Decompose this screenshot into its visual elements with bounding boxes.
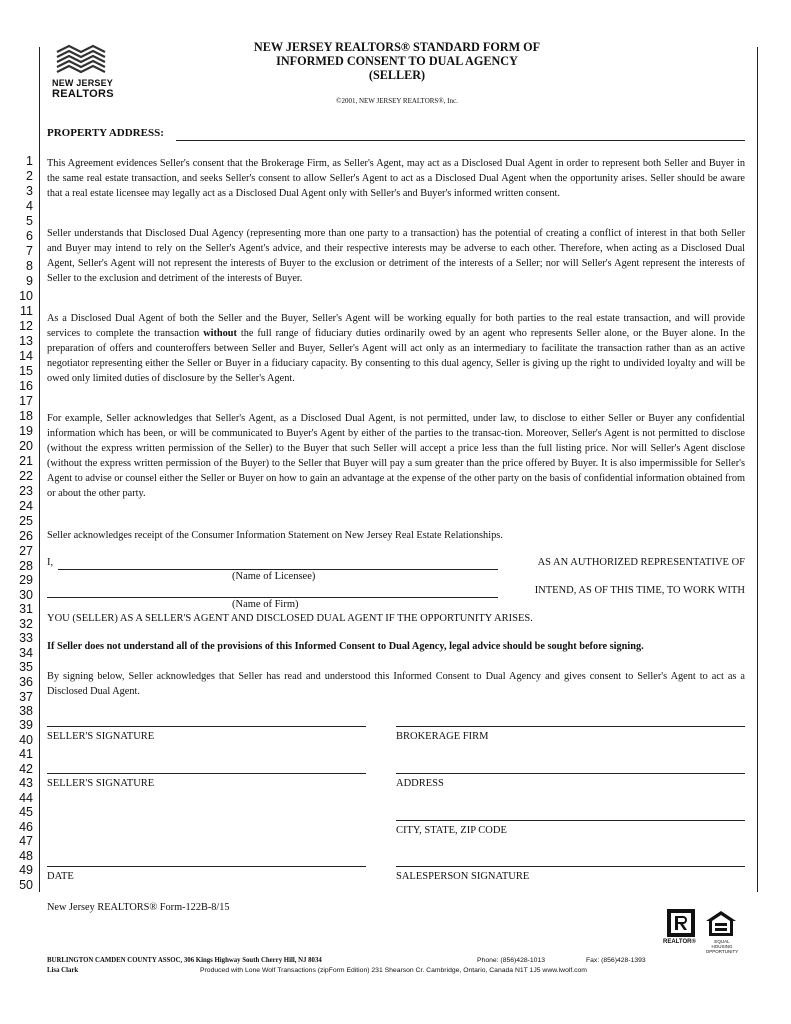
footer-fax: Fax: (856)428-1393 [586, 957, 646, 964]
line-number: 31 [19, 602, 33, 616]
line-number: 9 [26, 274, 33, 288]
line-number: 29 [19, 573, 33, 587]
brokerage-firm-label: BROKERAGE FIRM [396, 731, 489, 742]
line-number: 8 [26, 259, 33, 273]
seller-signature-2-line[interactable] [47, 773, 366, 774]
form-title-line3: (SELLER) [368, 68, 426, 82]
address-line[interactable] [396, 773, 745, 774]
salesperson-signature-label: SALESPERSON SIGNATURE [396, 871, 530, 882]
line-number: 39 [19, 718, 33, 732]
footer-association: BURLINGTON CAMDEN COUNTY ASSOC, 306 Kings Highway South Cherry Hill, NJ 8034 [47, 957, 322, 964]
name-of-licensee-caption: (Name of Licensee) [232, 571, 316, 582]
line-number: 1 [26, 154, 33, 168]
logo-text-realtors: REALTORS [52, 88, 114, 100]
form-title-line1: NEW JERSEY REALTORS® STANDARD FORM OF [253, 40, 541, 54]
city-state-zip-label: CITY, STATE, ZIP CODE [396, 825, 507, 836]
paragraph-signing-ack [47, 669, 745, 699]
line-number: 23 [19, 484, 33, 498]
line-number: 25 [19, 514, 33, 528]
footer-user: Lisa Clark [47, 967, 79, 974]
line-number: 26 [19, 529, 33, 543]
legal-advice-notice: If Seller does not understand all of the provisions of this Informed Consent to Dual Agency, legal advice should be sought before signing. [47, 641, 644, 652]
paragraph-consent-intro [47, 156, 745, 201]
line-number: 30 [19, 588, 33, 602]
paragraph-2-text: Seller understands that Disclosed Dual Agency (representing more than one party to a transaction) has the potential of creating a conflict of interest in that both Seller and Buyer may intend to rely on the Seller's Agent's advice, and their respective interests may be adverse to each other. Therefore, when acting as a Disclosed Dual Agent, Seller's Agent will not represent the interests of Buyer to the exclusion or detriment of the interests of a Seller; nor will Seller's Agent represent the interests of Seller to the exclusion and detriment of the interests of Buyer. [47, 228, 745, 284]
line-number: 45 [19, 805, 33, 819]
line-number: 11 [20, 304, 33, 318]
line-number: 16 [19, 379, 33, 393]
paragraph-conflict [47, 226, 745, 286]
property-address-field[interactable] [176, 140, 745, 141]
licensee-i-label: I, [47, 557, 54, 568]
line-number: 15 [19, 364, 33, 378]
seller-agent-statement: YOU (SELLER) AS A SELLER'S AGENT AND DISCLOSED DUAL AGENT IF THE OPPORTUNITY ARISES. [47, 613, 533, 624]
eho-text-line2: OPPORTUNITY [705, 949, 739, 954]
line-number: 47 [19, 834, 33, 848]
line-number: 37 [19, 690, 33, 704]
line-number: 27 [19, 544, 33, 558]
line-number: 41 [19, 747, 33, 761]
line-number: 33 [19, 631, 33, 645]
paragraph-example [47, 411, 745, 501]
line-number: 18 [19, 409, 33, 423]
name-of-firm-caption: (Name of Firm) [232, 599, 299, 610]
line-number: 10 [19, 289, 33, 303]
paragraph-1-text: This Agreement evidences Seller's consent that the Brokerage Firm, as Seller's Agent, may act as a Disclosed Dual Agent in order to represent both Seller and Buyer in the same real estate transaction, and seeks Seller's consent to allow Seller's Agent to act as a Disclosed Dual Agent when the opportunity arises. Seller should be aware that a real estate licensee may legally act as a Disclosed Dual Agent only with Seller's and Buyer's informed written consent. [47, 158, 745, 199]
line-number: 5 [26, 214, 33, 228]
form-title-line2: INFORMED CONSENT TO DUAL AGENCY [276, 54, 518, 68]
line-number: 46 [19, 820, 33, 834]
paragraph-5-text: Seller acknowledges receipt of the Consumer Information Statement on New Jersey Real Estate Relationships. [47, 530, 503, 541]
address-label: ADDRESS [396, 778, 444, 789]
line-number: 42 [19, 762, 33, 776]
line-number: 48 [19, 849, 33, 863]
paragraph-3b-text: the full range of fiduciary duties ordinarily owed by an agent who represents Seller alone, or the Buyer alone. In the preparation of offers and counteroffers between Seller and Buyer, Seller's Agent will act only as an intermediary to facilitate the transaction rather than as an active negotiator representing either the Seller or Buyer in a fiduciary capacity. By consenting to this dual agency, Seller is giving up the right to undivided loyalty and will be owed only limited duties of disclosure by the Seller's Agent. [47, 328, 745, 384]
equal-housing-text [704, 939, 740, 954]
copyright-notice: ©2001, NEW JERSEY REALTORS®, Inc. [336, 97, 458, 105]
line-number: 40 [19, 733, 33, 747]
seller-signature-1-line[interactable] [47, 726, 366, 727]
line-number: 12 [19, 319, 33, 333]
paragraph-4-text: For example, Seller acknowledges that Seller's Agent, as a Disclosed Dual Agent, is not permitted, under law, to disclose to either Seller or Buyer any confidential information which has been, or will be communicated to Buyer's Agent by either of the parties to the transac-tion. Moreover, Seller's Agent is not permitted to disclose (without the express written permission of the Seller) to the Buyer that such Seller will accept a price less than the full listing price. Nor will Seller's Agent disclose (without the express written permission of the Buyer) to the Seller that Buyer will pay a sum greater than the price offered by Buyer. It is also impermissible for Seller's Agent to advise or counsel either the Seller or Buyer on how to gain an advantage at the expense of the other party on the basis of confidential information obtained from or about the other party. [47, 413, 745, 499]
realtor-r-icon [666, 908, 696, 938]
line-number: 38 [19, 704, 33, 718]
line-number: 49 [19, 863, 33, 877]
line-number: 28 [19, 559, 33, 573]
footer-phone: Phone: (856)428-1013 [477, 957, 546, 964]
licensee-name-field[interactable] [58, 569, 498, 570]
line-number: 36 [19, 675, 33, 689]
line-number: 34 [19, 646, 33, 660]
line-number: 32 [19, 617, 33, 631]
line-number: 14 [19, 349, 33, 363]
line-number: 19 [19, 424, 33, 438]
property-address-label: PROPERTY ADDRESS: [47, 127, 164, 139]
line-number: 13 [19, 334, 33, 348]
city-state-zip-line[interactable] [396, 820, 745, 821]
authorized-representative-label: AS AN AUTHORIZED REPRESENTATIVE OF [537, 557, 745, 568]
seller-signature-2-label: SELLER'S SIGNATURE [47, 778, 155, 789]
line-number: 3 [26, 184, 33, 198]
line-number: 21 [19, 454, 33, 468]
line-number: 22 [19, 469, 33, 483]
seller-signature-1-label: SELLER'S SIGNATURE [47, 731, 155, 742]
paragraph-8-text: By signing below, Seller acknowledges that Seller has read and understood this Informed Consent to Dual Agency and gives consent to Seller's Agent to act as a Disclosed Dual Agent. [47, 671, 745, 697]
logo-text-new-jersey: NEW JERSEY [52, 78, 114, 88]
paragraph-3a-text: As a Disclosed Dual Agent of both the Seller and the Buyer, Seller's Agent will be working equally for both parties to the real estate transaction, and will provide services to complete the transaction [47, 313, 745, 339]
firm-name-field[interactable] [47, 597, 498, 598]
paragraph-3-bold-text: without [203, 328, 237, 339]
line-number: 44 [19, 791, 33, 805]
equal-housing-icon [703, 909, 739, 939]
eho-text-line1: EQUAL HOUSING [711, 939, 733, 949]
right-margin-rule [757, 47, 758, 892]
date-label: DATE [47, 871, 74, 882]
realtor-mark-text: REALTOR® [663, 939, 696, 945]
intend-to-work-label: INTEND, AS OF THIS TIME, TO WORK WITH [534, 585, 745, 596]
line-number: 2 [26, 169, 33, 183]
form-id: New Jersey REALTORS® Form-122B-8/15 [47, 902, 230, 913]
brokerage-firm-line[interactable] [396, 726, 745, 727]
paragraph-acknowledge-receipt [47, 528, 745, 543]
left-margin-rule [39, 47, 40, 892]
line-number: 20 [19, 439, 33, 453]
footer-produced-by: Produced with Lone Wolf Transactions (zipForm Edition) 231 Shearson Cr. Cambridge, Ontario, Canada N1T 1J5 www.lwolf.com [200, 967, 587, 974]
line-number: 43 [19, 776, 33, 790]
line-number: 4 [26, 199, 33, 213]
date-line[interactable] [47, 866, 366, 867]
line-number: 6 [26, 229, 33, 243]
line-number: 35 [19, 660, 33, 674]
line-number: 24 [19, 499, 33, 513]
line-number: 50 [19, 878, 33, 892]
line-number: 17 [19, 394, 33, 408]
paragraph-dual-agent-duties [47, 311, 745, 386]
salesperson-signature-line[interactable] [396, 866, 745, 867]
line-number: 7 [26, 244, 33, 258]
